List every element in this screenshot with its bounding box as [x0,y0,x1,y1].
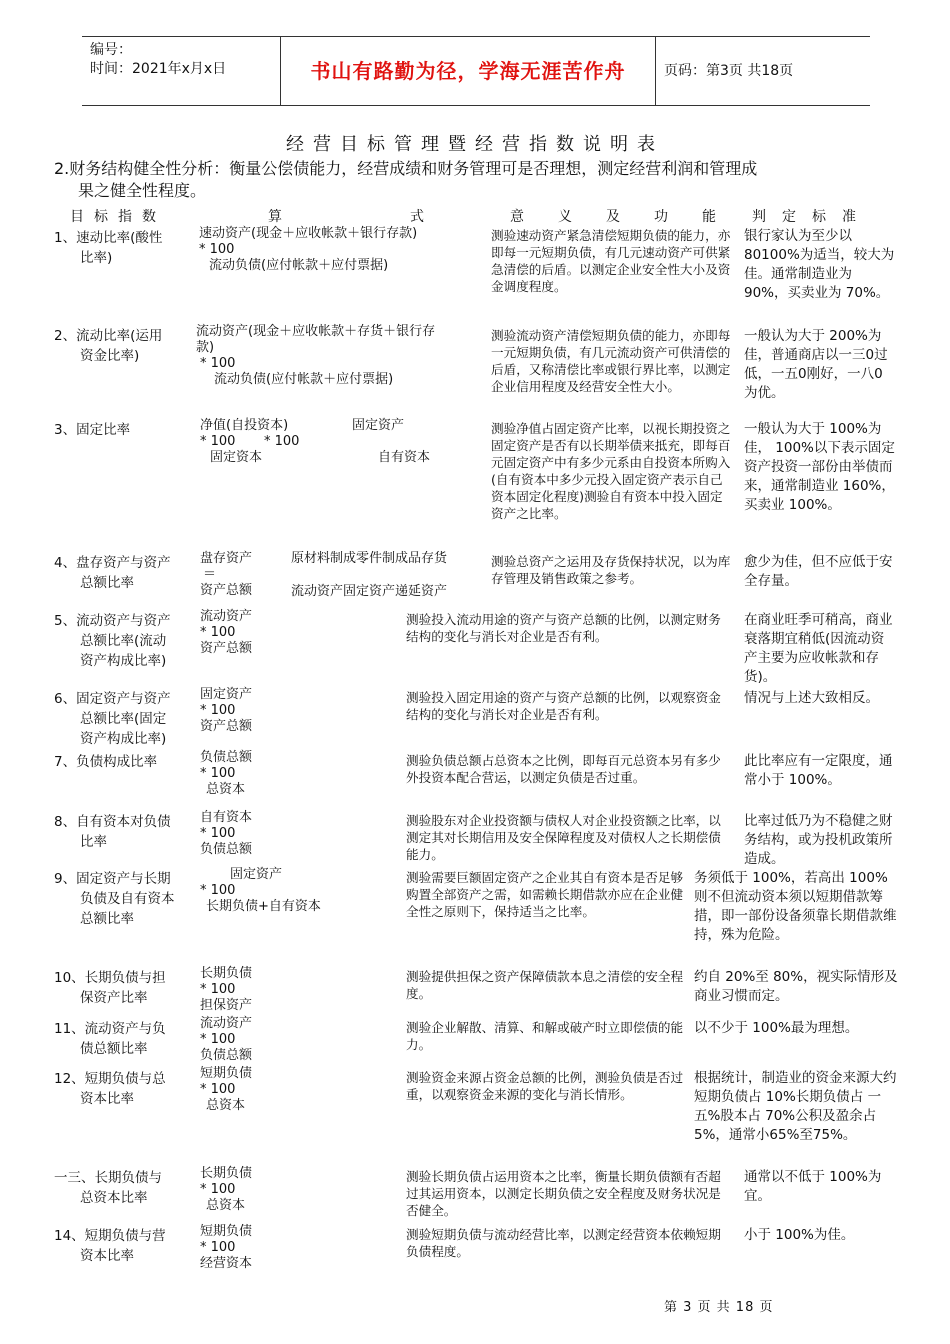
row-index-line: 10、长期负债与担 [54,970,166,986]
row-index-line: 14、短期负债与营 [54,1228,166,1244]
row-11-meaning: 测验企业解散、清算、和解或破产时立即偿债的能力。 [406,1020,684,1052]
row-7-criteria: 此比率应有一定限度，通常小于 100%。 [744,753,893,788]
row-14-meaning: 测验短期负债与流动经营比率，以测定经营资本依赖短期负债程度。 [406,1227,721,1259]
formula-denominator: 经营资本 [200,1256,253,1271]
row-3-formula-right-denominator: 自有资本 [378,450,431,465]
row-12-index [54,1069,194,1109]
section-heading [54,158,904,202]
column-header-indicator: 目标指数 [70,209,166,225]
row-3-formula-right-numerator: 固定资产 [352,418,405,433]
formula-denominator: 流动负债(应付帐款＋应付票据) [214,372,394,387]
row-2-formula [196,324,435,388]
row-4-meaning: 测验总资产之运用及存货保持状况，以为库存管理及销售政策之参考。 [491,554,731,586]
row-12-formula [200,1066,252,1114]
row-index-line: 4、盘存资产与资产 [54,555,171,571]
row-index-line: 7、负债构成比率 [54,754,158,770]
formula-denominator: 总资本 [206,782,246,797]
row-1-meaning: 测验速动资产紧急清偿短期负债的能力，亦即每一元短期负债，有几元速动资产可供紧急清偿的后盾。以测定企业安全性大小及资金调度程度。 [491,228,731,294]
row-5-index [54,611,194,671]
row-13-formula [200,1166,252,1214]
row-4-index [54,553,194,593]
row-index-line: 比率 [80,834,107,850]
formula-multiplier: * 100 [200,1032,236,1047]
row-8-index [54,812,194,852]
row-index-line: 负债及自有资本 [80,891,175,907]
row-4-criteria: 愈少为佳，但不应低于安全存量。 [744,554,893,589]
row-3-index [54,420,194,440]
row-index-line: 资本比率 [80,1248,134,1264]
row-9-criteria: 务须低于 100%，若高出 100%则不但流动资本须以短期借款筹措，即一部份设备须靠长期借款维持，殊为危险。 [694,870,897,943]
formula-numerator: 流动资产 [200,1016,253,1031]
row-3-criteria: 一般认为大于 100%为佳， 100%以下表示固定资产投资一部份由举债而来，通常制造业 160%，买卖业 100%。 [744,421,895,513]
time-label: 时间：2021年x月x日 [90,61,227,77]
column-header-formula: 算式 [268,209,552,225]
row-12-meaning: 测验资金来源占资金总额的比例，测验负债是否过重，以观察资金来源的变化与消长情形。 [406,1070,684,1102]
formula-numerator: 自有资本 [200,810,253,825]
row-3-meaning: 测验净值占固定资产比率，以视长期投资之固定资产是否有以长期举债来抵充，即每百元固定资产中有多少元系由自投资本所购入(自有资本中多少元投入固定资产表示自己资本固定化程度)测验自有资本中投入固定资产之比率。 [491,421,731,521]
formula-denominator: 资产总额 [200,719,253,734]
formula-denominator: 负债总额 [200,842,253,857]
row-1-criteria: 银行家认为至少以80100%为适当，较大为佳。通常制造业为 90%，买卖业为 70%。 [744,228,895,301]
formula-numerator: 长期负债 [200,1166,253,1181]
formula-multiplier: * 100 [200,703,236,718]
row-3-formula-right-multiplier: * 100 [264,434,300,449]
header-meta [82,37,280,105]
formula-denominator: 总资本 [206,1098,246,1113]
row-4-formula-right-denominator: 流动资产固定资产递延资产 [291,584,448,599]
row-9-formula [200,867,321,915]
row-6-meaning: 测验投入固定用途的资产与资产总额的比例，以观察资金结构的变化与消长对企业是否有利。 [406,690,721,722]
formula-numerator: 盘存资产 [200,551,253,566]
row-12-criteria: 根据统计，制造业的资金来源大约短期负债占 10%长期负债占 一五%股本占 70%公积及盈余占 5%，通常小65%至75%。 [694,1070,897,1143]
row-5-meaning: 测验投入流动用途的资产与资产总额的比例，以测定财务结构的变化与消长对企业是否有利。 [406,612,721,644]
row-index-line: 总额比率 [80,575,134,591]
formula-numerator: 流动资产(现金＋应收帐款＋存货＋银行存 [196,324,436,339]
row-index-line: 资产构成比率) [80,653,167,669]
row-9-index [54,869,194,929]
row-index-line: 总额比率(固定 [80,711,167,727]
row-index-line: 债总额比率 [80,1041,148,1057]
row-13-meaning: 测验长期负债占运用资本之比率，衡量长期负债额有否超过其运用资本，以测定长期负债之安全程度及财务状况是否健全。 [406,1169,721,1218]
formula-numerator-cont: 款) [196,340,215,355]
section-line-1: 2.财务结构健全性分析：衡量公偿债能力，经营成绩和财务管理可是否理想，测定经营利润和管理成 [54,159,758,178]
formula-multiplier: * 100 [200,434,236,449]
formula-numerator: 流动资产 [200,609,253,624]
row-index-line: 总资本比率 [80,1190,148,1206]
formula-numerator: 速动资产(现金＋应收帐款＋银行存款) [199,226,418,241]
row-index-line: 保资产比率 [80,990,148,1006]
formula-numerator: 净值(自投资本) [200,418,289,433]
formula-multiplier: * 100 [200,982,236,997]
row-index-line: 8、自有资本对负债 [54,814,171,830]
row-index-line: 资本比率 [80,1091,134,1107]
page-footer: 第 3 页 共 18 页 [664,1300,774,1315]
formula-denominator: 长期负债+自有资本 [206,899,321,914]
formula-multiplier: * 100 [200,625,236,640]
formula-multiplier: * 100 [200,766,236,781]
row-10-meaning: 测验提供担保之资产保障债款本息之清偿的安全程度。 [406,969,684,1001]
row-index-line: 一三、长期负债与 [54,1170,162,1186]
section-line-2: 果之健全性程度。 [78,181,207,200]
row-8-formula [200,810,252,858]
formula-equals: ＝ [203,567,217,582]
row-7-index [54,752,194,772]
formula-multiplier: * 100 [200,356,236,371]
formula-multiplier: * 100 [200,1240,236,1255]
row-index-line: 9、固定资产与长期 [54,871,171,887]
row-10-criteria: 约自 20%至 80%，视实际情形及商业习惯而定。 [694,969,898,1004]
row-index-line: 资金比率) [80,348,140,364]
row-9-meaning: 测验需要巨额固定资产之企业其自有资本是否足够购置全部资产之需，如需赖长期借款亦应在企业健全性之原则下，保持适当之比率。 [406,870,684,919]
formula-denominator: 负债总额 [200,1048,253,1063]
row-index-line: 6、固定资产与资产 [54,691,171,707]
row-6-criteria: 情况与上述大致相反。 [744,690,879,706]
row-14-index [54,1226,194,1266]
row-index-line: 2、流动比率(运用 [54,328,163,344]
formula-multiplier: * 100 [200,1082,236,1097]
row-8-criteria: 比率过低乃为不稳健之财务结构，或为投机政策所造成。 [744,813,893,867]
row-4-formula-right-numerator: 原材料制成零件制成品存货 [291,551,448,566]
row-1-index [54,228,194,268]
row-5-formula [200,609,252,657]
formula-numerator: 固定资产 [230,867,283,882]
formula-multiplier: * 100 [200,1182,236,1197]
row-6-index [54,689,194,749]
formula-multiplier: * 100 [199,242,235,257]
formula-multiplier: * 100 [200,883,236,898]
formula-numerator: 长期负债 [200,966,253,981]
column-header-criteria: 判定标准 [752,209,872,225]
row-index-line: 1、速动比率(酸性 [54,230,163,246]
row-13-index [54,1168,194,1208]
document-header [82,36,870,106]
row-10-formula [200,966,252,1014]
row-11-index [54,1019,194,1059]
row-index-line: 总额比率(流动 [80,633,167,649]
row-2-criteria: 一般认为大于 200%为佳，普通商店以一三0过低，一五0刚好，一八0为优。 [744,328,888,401]
row-1-formula [199,226,417,274]
formula-numerator: 负债总额 [200,750,253,765]
formula-denominator: 固定资本 [210,450,263,465]
formula-denominator: 总资本 [206,1198,246,1213]
header-motto: 书山有路勤为径，学海无涯苦作舟 [280,37,656,105]
row-7-formula [200,750,252,798]
row-5-criteria: 在商业旺季可稍高，商业衰落期宜稍低(因流动资产主要为应收帐款和存货)。 [744,612,893,685]
row-14-formula [200,1224,252,1272]
row-index-line: 12、短期负债与总 [54,1071,166,1087]
column-header-meaning: 意义及功能 [510,209,750,225]
row-14-criteria: 小于 100%为佳。 [744,1227,855,1243]
row-11-formula [200,1016,252,1064]
header-page-info: 页码：第3页 共18页 [664,63,794,79]
formula-numerator: 短期负债 [200,1224,253,1239]
formula-denominator: 资产总额 [200,641,253,656]
row-6-formula [200,687,252,735]
row-13-criteria: 通常以不低于 100%为宜。 [744,1169,882,1204]
row-index-line: 比率) [80,250,113,266]
row-index-line: 总额比率 [80,911,134,927]
row-index-line: 3、固定比率 [54,422,131,438]
row-2-index [54,326,194,366]
formula-denominator: 担保资产 [200,998,253,1013]
number-label: 编号： [90,42,132,58]
row-11-criteria: 以不少于 100%最为理想。 [694,1020,859,1036]
row-2-meaning: 测验流动资产清偿短期负债的能力，亦即每一元短期负债，有几元流动资产可供清偿的后盾，又称清偿比率或银行界比率，以测定企业信用程度及经营安全性大小。 [491,328,731,394]
row-10-index [54,968,194,1008]
formula-numerator: 固定资产 [200,687,253,702]
row-4-formula-left [200,551,252,599]
formula-denominator: 流动负债(应付帐款＋应付票据) [209,258,389,273]
formula-numerator: 短期负债 [200,1066,253,1081]
row-index-line: 11、流动资产与负 [54,1021,166,1037]
row-7-meaning: 测验负债总额占总资本之比例，即每百元总资本另有多少外投资本配合营运，以测定负债是否过重。 [406,753,721,785]
row-index-line: 5、流动资产与资产 [54,613,171,629]
row-index-line: 资产构成比率) [80,731,167,747]
formula-denominator: 资产总额 [200,583,253,598]
formula-multiplier: * 100 [200,826,236,841]
row-8-meaning: 测验股东对企业投资额与债权人对企业投资额之比率，以测定其对长期信用及安全保障程度及对债权人之长期偿债能力。 [406,813,721,862]
page-title: 经营目标管理暨经营指数说明表 [286,134,664,155]
